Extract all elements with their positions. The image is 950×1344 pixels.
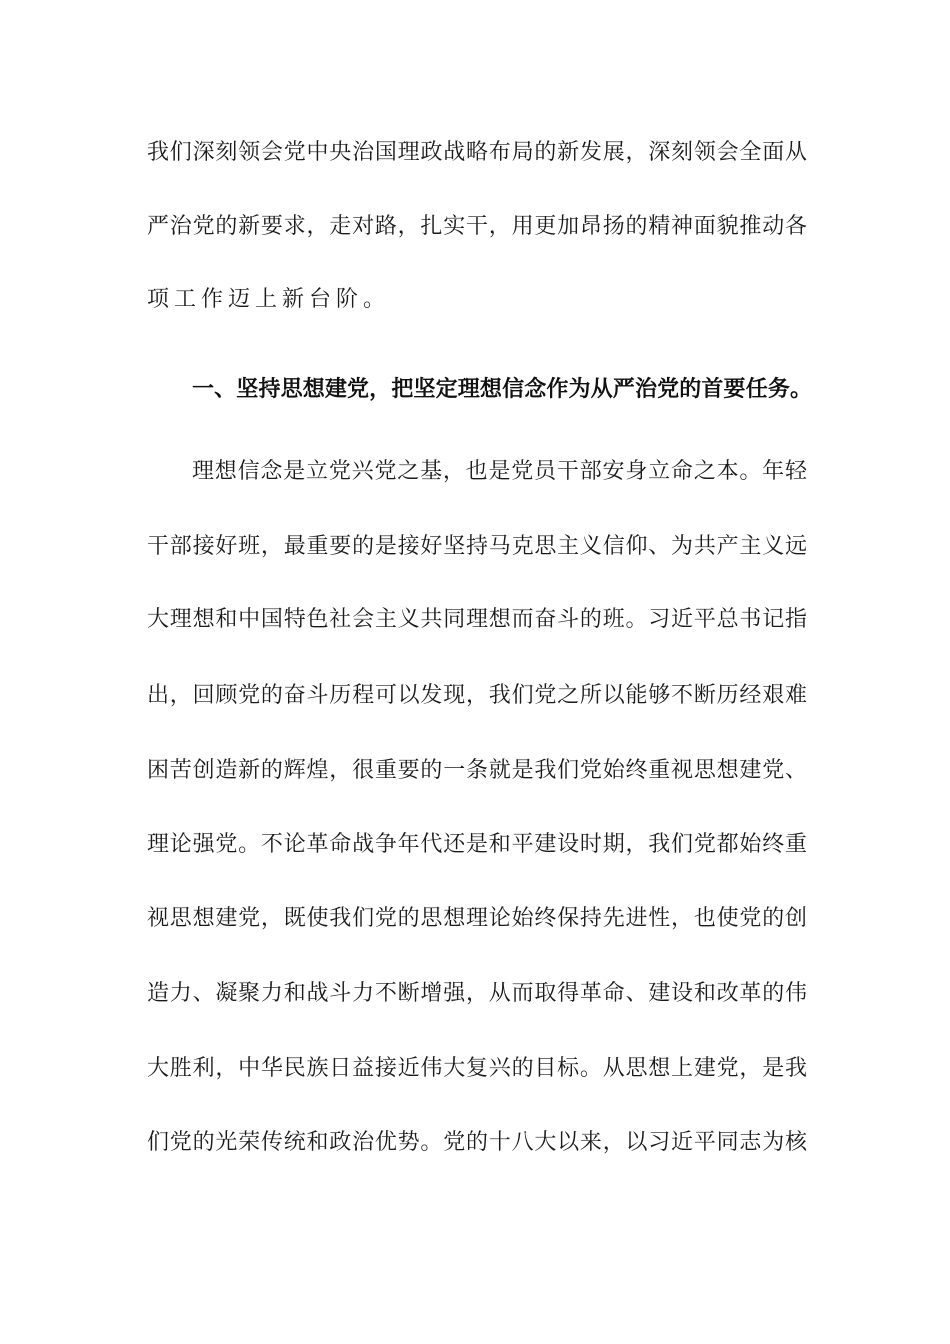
intro-line-3: 项工作迈上新台阶。 [147, 287, 391, 312]
body-line-5: 困苦创造新的辉煌，很重要的一条就是我们党始终重视思想建党、 [147, 758, 807, 783]
body-line-4: 出，回顾党的奋斗历程可以发现，我们党之所以能够不断历经艰难 [147, 683, 807, 708]
body-line-1: 理想信念是立党兴党之基，也是党员干部安身立命之本。年轻 [192, 459, 807, 484]
body-line-8: 造力、凝聚力和战斗力不断增强，从而取得革命、建设和改革的伟 [147, 981, 807, 1006]
body-line-6: 理论强党。不论革命战争年代还是和平建设时期，我们党都始终重 [147, 832, 807, 857]
intro-line-2: 严治党的新要求，走对路，扎实干，用更加昂扬的精神面貌推动各 [147, 214, 807, 239]
body-line-7: 视思想建党，既使我们党的思想理论始终保持先进性，也使党的创 [147, 906, 807, 931]
intro-line-1: 我们深刻领会党中央治国理政战略布局的新发展，深刻领会全面从 [147, 140, 807, 165]
section-heading: 一、坚持思想建党，把坚定理想信念作为从严治党的首要任务。 [192, 376, 812, 402]
body-line-2: 干部接好班，最重要的是接好坚持马克思主义信仰、为共产主义远 [147, 534, 807, 559]
body-line-3: 大理想和中国特色社会主义共同理想而奋斗的班。习近平总书记指 [147, 607, 807, 632]
body-line-10: 们党的光荣传统和政治优势。党的十八大以来，以习近平同志为核 [147, 1130, 807, 1155]
body-line-9: 大胜利，中华民族日益接近伟大复兴的目标。从思想上建党，是我 [147, 1056, 807, 1081]
